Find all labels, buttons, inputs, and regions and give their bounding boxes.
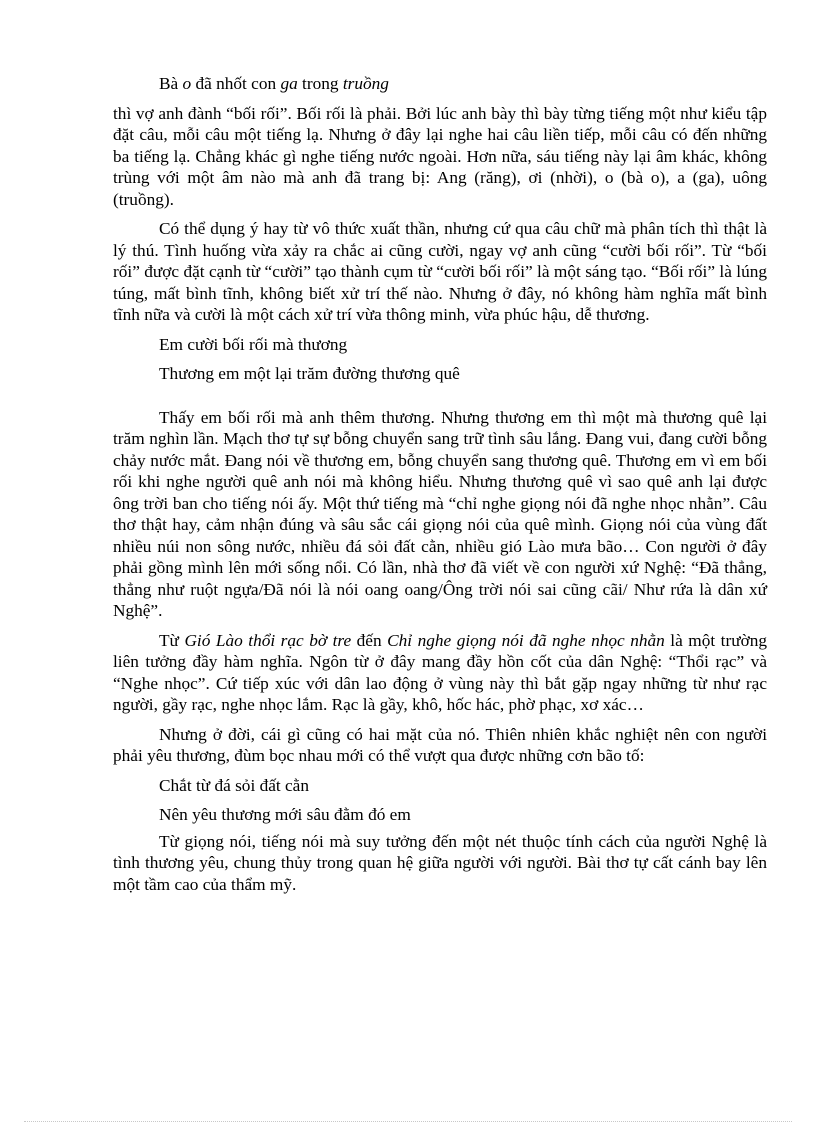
verse-italic-word: truồng	[342, 74, 389, 93]
verse-line: Em cười bối rối mà thương	[159, 334, 348, 354]
paragraph-text: là một trường liên tưởng đầy hàm nghĩa. Ngôn từ ở đây mang đầy hồn cốt của dân Nghệ: “Thổi rạc” và “Nghe nhọc”. Cứ tiếp xúc với dân lao động ở vùng này thì bắt gặp ngay những từ như rạc người, gầy rạc, nghe nhọc lắm. Rạc là gầy, khô, hốc hác, phờ phạc, xơ xác…	[113, 630, 767, 714]
paragraph-3: Thấy em bối rối mà anh thêm thương. Nhưng thương em thì một mà thương quê lại trăm nghìn lần. Mạch thơ tự sự bỗng chuyển sang trữ tình sâu lắng. Đang vui, đang cười bỗng chảy nước mắt. Đang nói về thương em, bỗng chuyển sang thương quê. Thương em vì em bối rối khi nghe người quê anh nói mà không hiểu. Nhưng thương quê vì sao quê anh lại được ông trời ban cho tiếng nói ấy. Một thứ tiếng mà “chỉ nghe giọng nói đã nghe nhọc nhằn”. Câu thơ thật hay, cảm nhận đúng và sâu sắc cái giọng nói của quê mình. Giọng nói của vùng đất nhiều núi non sông nước, nhiều đá sỏi đất cằn, nhiều gió Lào mưa bão… Con người ở đây phải gồng mình lên mới sống nổi. Có lần, nhà thơ đã viết về con người xứ Nghệ: “Đã thẳng, thẳng như ruột ngựa/Đã nói là nói oang oang/Ông trời nói sai cũng cãi/ Như rứa là dân xứ Nghệ”.	[113, 407, 767, 620]
paragraph-text: đến	[351, 630, 388, 650]
verse-line: Thương em một lại trăm đường thương quê	[159, 364, 460, 383]
verse-text: trong	[297, 74, 343, 93]
verse-line: Chắt từ đá sỏi đất cằn	[159, 775, 309, 795]
verse-italic-word: ga	[280, 74, 298, 93]
paragraph-text: Từ	[159, 630, 185, 650]
verse-line: Nên yêu thương mới sâu đằm đó em	[159, 805, 411, 824]
paragraph-4	[113, 630, 767, 716]
page-bottom-divider	[24, 1121, 792, 1122]
paragraph-6: Từ giọng nói, tiếng nói mà suy tưởng đến một nét thuộc tính cách của người Nghệ là tình thương yêu, chung thủy trong quan hệ giữa người với người. Bài thơ tự cất cánh bay lên một tầm cao của thẩm mỹ.	[113, 831, 767, 894]
verse-italic-word: o	[182, 74, 192, 93]
verse-line	[113, 73, 767, 95]
paragraph-2: Có thể dụng ý hay từ vô thức xuất thần, nhưng cứ qua câu chữ mà phân tích thì thật là lý thú. Tình huống vừa xảy ra chắc ai cũng cười, ngay vợ anh cũng “cười bối rối”. Từ “bối rối” được đặt cạnh từ “cười” tạo thành cụm từ “cười bối rối” là một sáng tạo. “Bối rối” là lúng túng, mất bình tĩnh, không biết xử trí thế nào. Nhưng ở đây, nó không hàm nghĩa mất bình tĩnh nữa và cười là một cách xử trí vừa thông minh, vừa phúc hậu, dễ thương.	[113, 219, 767, 324]
paragraph-1: thì vợ anh đành “bối rối”. Bối rối là phải. Bởi lúc anh bày thì bày từng tiếng một như kiểu tập đặt câu, mỗi câu một tiếng lạ. Nhưng ở đây lại nghe hai câu liền tiếp, mỗi câu có đến những ba tiếng lạ. Chẳng khác gì nghe tiếng nước ngoài. Hơn nữa, sáu tiếng này lại âm khác, không trùng với một âm nào mà anh đã trang bị: Ang (răng), ơi (nhời), o (bà o), a (ga), uông (truồng).	[113, 103, 767, 209]
paragraph-5: Nhưng ở đời, cái gì cũng có hai mặt của nó. Thiên nhiên khắc nghiệt nên con người phải yêu thương, đùm bọc nhau mới có thể vượt qua được những cơn bão tố:	[113, 724, 767, 765]
quoted-verse-italic: Chỉ nghe giọng nói đã nghe nhọc nhằn	[387, 630, 665, 650]
quoted-verse-italic: Gió Lào thổi rạc bờ tre	[184, 630, 352, 650]
verse-text: Bà	[159, 74, 183, 93]
verse-text: đã nhốt con	[191, 74, 281, 93]
document-body	[113, 73, 767, 903]
